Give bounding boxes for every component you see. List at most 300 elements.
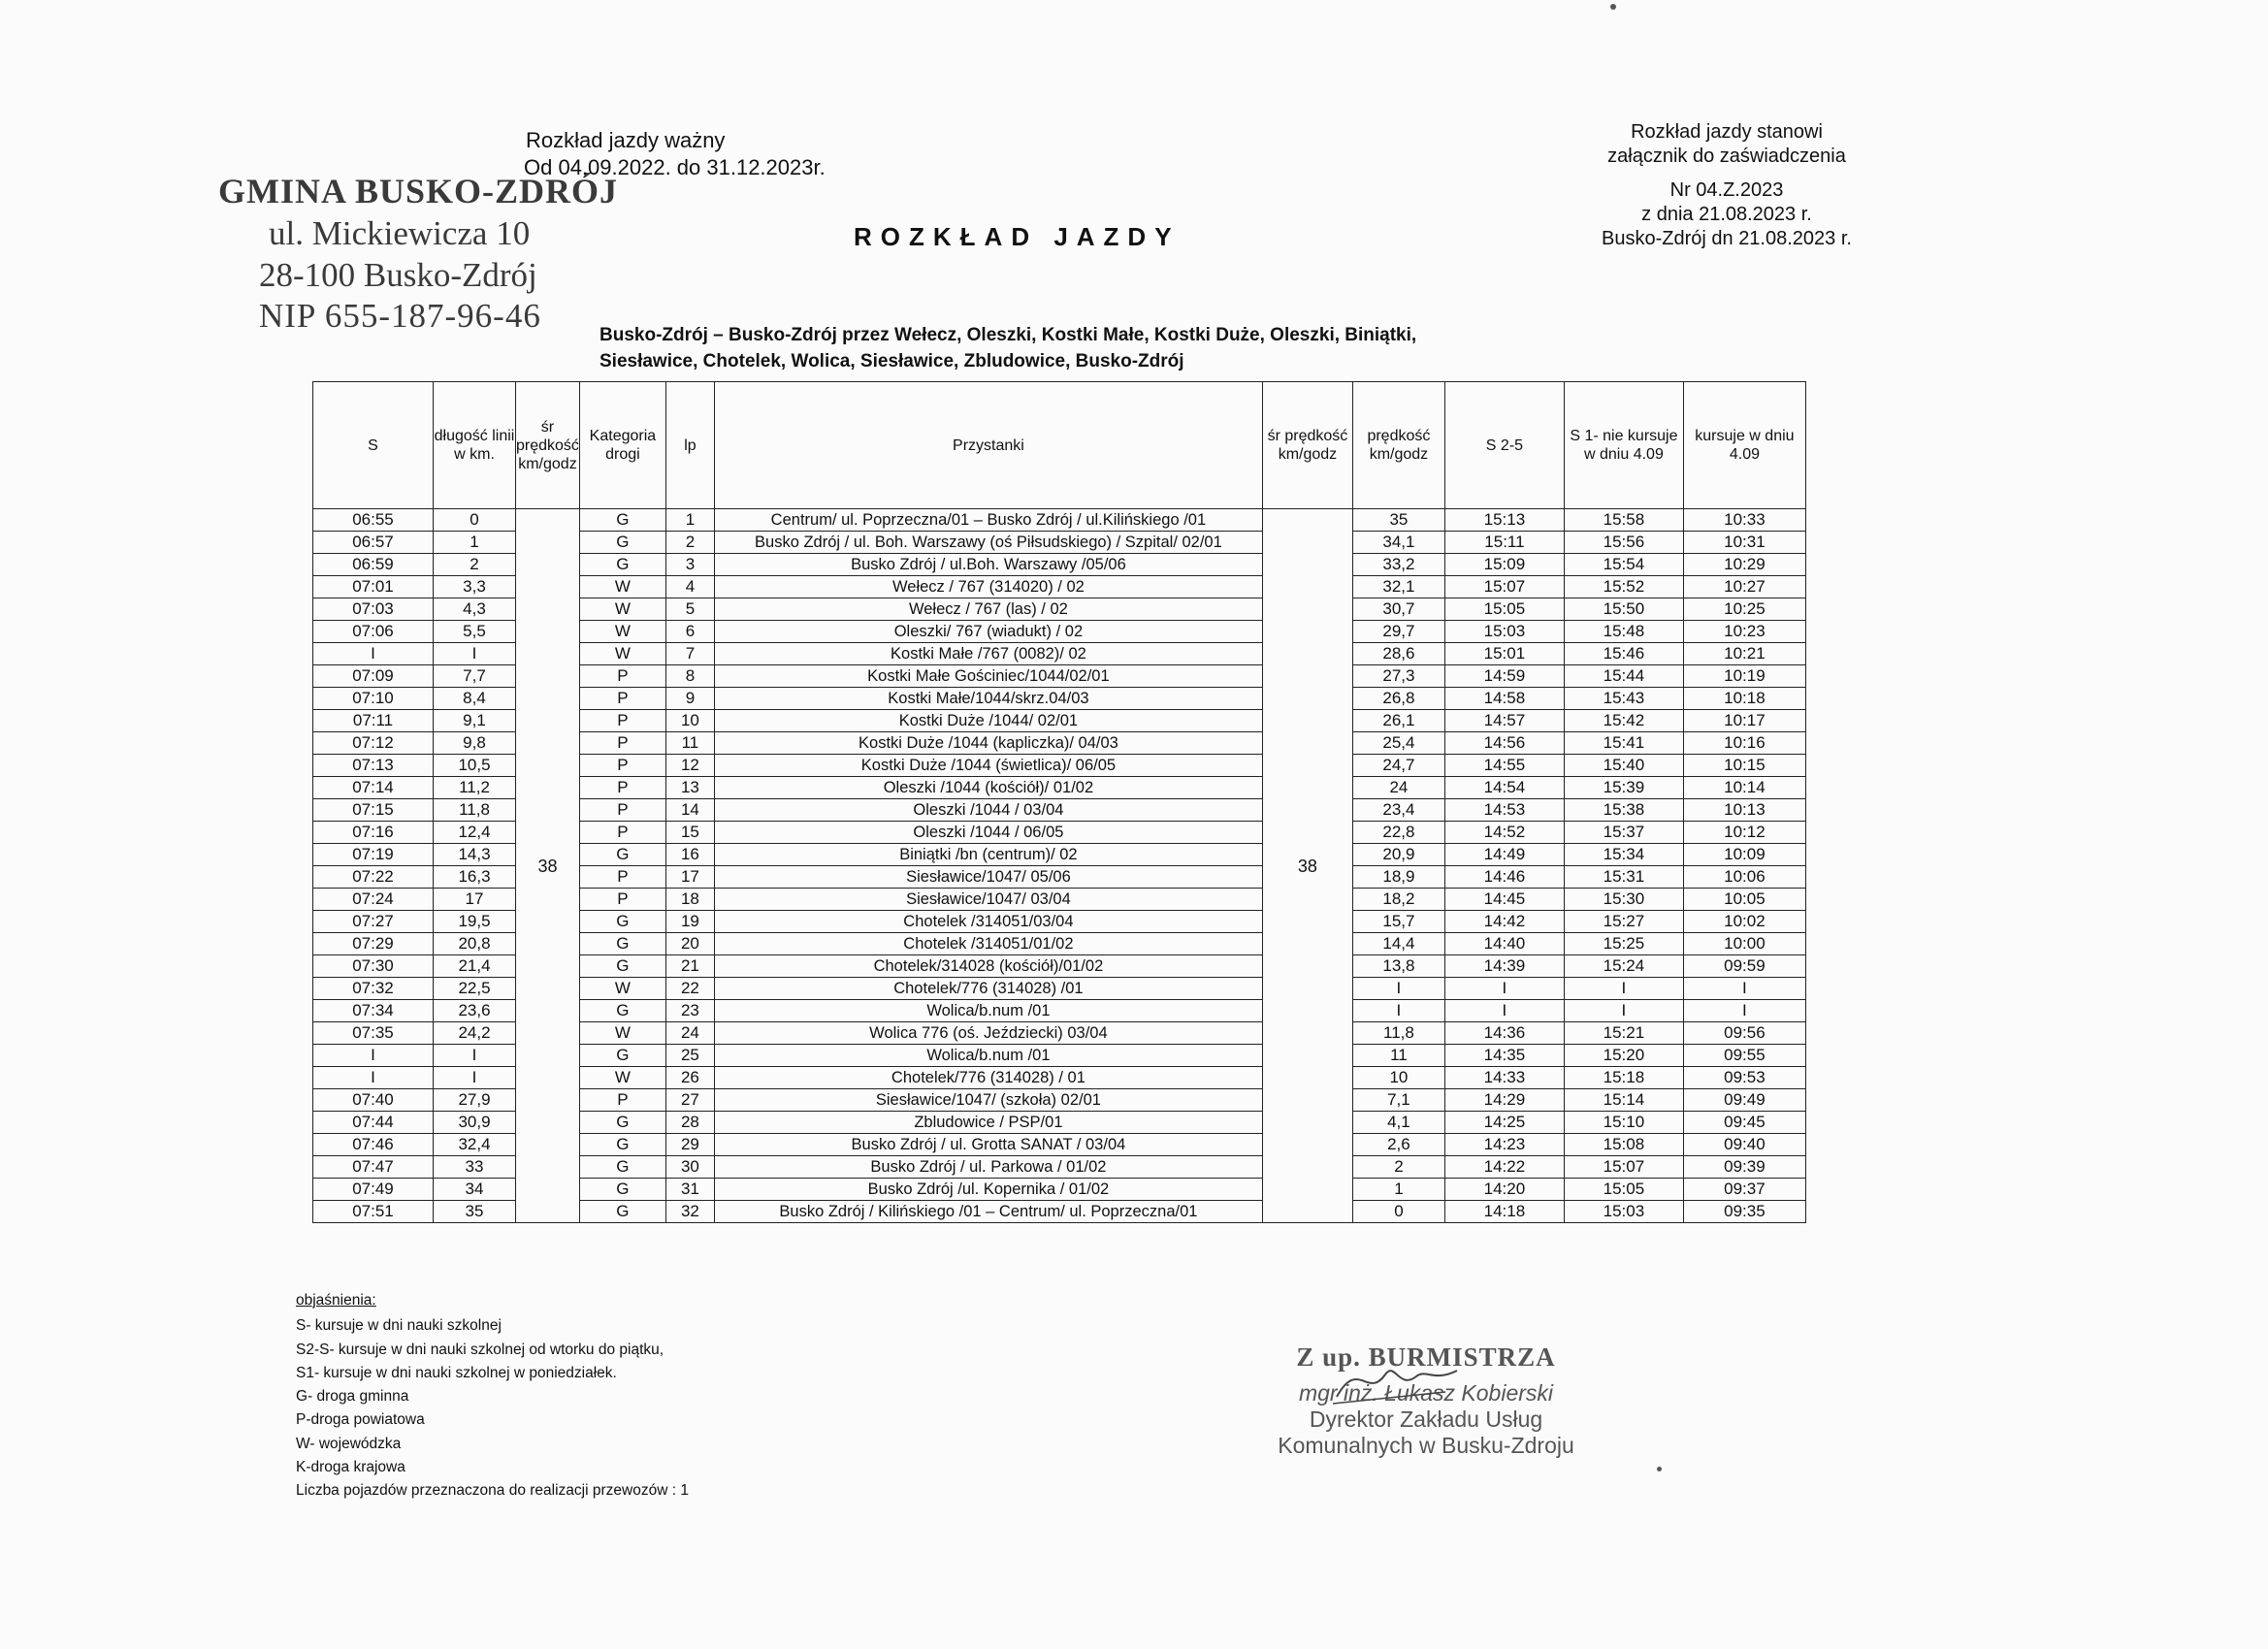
speed-kmh-cell: 20,9 bbox=[1352, 844, 1444, 866]
line-length-km-cell: 30,9 bbox=[434, 1112, 516, 1134]
time-s2-5-cell: 14:46 bbox=[1444, 866, 1564, 889]
line-length-km-cell: 9,8 bbox=[434, 732, 516, 755]
header-speed: prędkość km/godz bbox=[1352, 382, 1444, 509]
stop-name-cell: Chotelek/776 (314028) /01 bbox=[714, 978, 1262, 1000]
header-road-category: Kategoria drogi bbox=[579, 382, 665, 509]
speed-kmh-cell: 27,3 bbox=[1352, 665, 1444, 688]
speed-kmh-cell: 14,4 bbox=[1352, 933, 1444, 955]
speed-kmh-cell: 11,8 bbox=[1352, 1022, 1444, 1045]
lp-cell: 24 bbox=[665, 1022, 714, 1045]
time-s-cell: 07:19 bbox=[313, 844, 434, 866]
time-4-09-cell: 10:21 bbox=[1683, 643, 1805, 665]
speed-kmh-cell: 11 bbox=[1352, 1045, 1444, 1067]
line-length-km-cell: 7,7 bbox=[434, 665, 516, 688]
time-s-cell: I bbox=[313, 643, 434, 665]
time-s-cell: 07:16 bbox=[313, 822, 434, 844]
time-4-09-cell: 10:15 bbox=[1683, 755, 1805, 777]
line-length-km-cell: 4,3 bbox=[434, 598, 516, 621]
time-4-09-cell: 10:02 bbox=[1683, 911, 1805, 933]
lp-cell: 11 bbox=[665, 732, 714, 755]
time-s-cell: 07:46 bbox=[313, 1134, 434, 1156]
time-s2-5-cell: 14:56 bbox=[1444, 732, 1564, 755]
road-category-cell: G bbox=[579, 532, 665, 554]
time-s-cell: 07:30 bbox=[313, 955, 434, 978]
stop-name-cell: Siesławice/1047/ 05/06 bbox=[714, 866, 1262, 889]
lp-cell: 32 bbox=[665, 1201, 714, 1223]
time-s2-5-cell: 14:49 bbox=[1444, 844, 1564, 866]
lp-cell: 18 bbox=[665, 889, 714, 911]
lp-cell: 20 bbox=[665, 933, 714, 955]
road-category-cell: G bbox=[579, 844, 665, 866]
time-s2-5-cell: 14:22 bbox=[1444, 1156, 1564, 1179]
header-line-length: długość linii w km. bbox=[434, 382, 516, 509]
time-s-cell: 07:10 bbox=[313, 688, 434, 710]
time-s1-cell: 15:54 bbox=[1564, 554, 1683, 576]
stop-name-cell: Kostki Duże /1044 (kapliczka)/ 04/03 bbox=[714, 732, 1262, 755]
time-s1-cell: 15:21 bbox=[1564, 1022, 1683, 1045]
explanation-item: Liczba pojazdów przeznaczona do realizacji przewozów : 1 bbox=[296, 1482, 689, 1500]
time-s-cell: 07:27 bbox=[313, 911, 434, 933]
road-category-cell: P bbox=[579, 665, 665, 688]
line-length-km-cell: 21,4 bbox=[434, 955, 516, 978]
lp-cell: 15 bbox=[665, 822, 714, 844]
lp-cell: 28 bbox=[665, 1112, 714, 1134]
time-s1-cell: 15:38 bbox=[1564, 799, 1683, 822]
lp-cell: 12 bbox=[665, 755, 714, 777]
time-s1-cell: 15:44 bbox=[1564, 665, 1683, 688]
explanation-item: S- kursuje w dni nauki szkolnej bbox=[296, 1317, 502, 1335]
line-length-km-cell: 0 bbox=[434, 509, 516, 532]
lp-cell: 8 bbox=[665, 665, 714, 688]
lp-cell: 23 bbox=[665, 1000, 714, 1022]
road-category-cell: G bbox=[579, 1000, 665, 1022]
stop-name-cell: Centrum/ ul. Poprzeczna/01 – Busko Zdrój / ul.Kilińskiego /01 bbox=[714, 509, 1262, 532]
speed-kmh-cell: 28,6 bbox=[1352, 643, 1444, 665]
road-category-cell: W bbox=[579, 576, 665, 598]
stop-name-cell: Oleszki /1044 / 06/05 bbox=[714, 822, 1262, 844]
route-line-1: Busko-Zdrój – Busko-Zdrój przez Wełecz, Oleszki, Kostki Małe, Kostki Duże, Oleszki, Biniątki, bbox=[599, 325, 1417, 345]
time-4-09-cell: 10:17 bbox=[1683, 710, 1805, 732]
line-length-km-cell: 27,9 bbox=[434, 1089, 516, 1112]
lp-cell: 7 bbox=[665, 643, 714, 665]
road-category-cell: G bbox=[579, 933, 665, 955]
time-s1-cell: 15:05 bbox=[1564, 1179, 1683, 1201]
time-4-09-cell: 10:23 bbox=[1683, 621, 1805, 643]
time-s1-cell: 15:50 bbox=[1564, 598, 1683, 621]
explanation-item: W- wojewódzka bbox=[296, 1435, 402, 1452]
stop-name-cell: Kostki Małe/1044/skrz.04/03 bbox=[714, 688, 1262, 710]
time-s-cell: 07:14 bbox=[313, 777, 434, 799]
line-length-km-cell: 11,8 bbox=[434, 799, 516, 822]
time-s-cell: 07:15 bbox=[313, 799, 434, 822]
time-s2-5-cell: 14:45 bbox=[1444, 889, 1564, 911]
avg-speed-right-cell: 38 bbox=[1262, 509, 1352, 1223]
time-4-09-cell: 10:13 bbox=[1683, 799, 1805, 822]
time-s2-5-cell: 14:55 bbox=[1444, 755, 1564, 777]
speed-kmh-cell: 26,1 bbox=[1352, 710, 1444, 732]
time-s-cell: 07:29 bbox=[313, 933, 434, 955]
time-s1-cell: 15:27 bbox=[1564, 911, 1683, 933]
time-4-09-cell: 10:27 bbox=[1683, 576, 1805, 598]
stop-name-cell: Oleszki /1044 / 03/04 bbox=[714, 799, 1262, 822]
time-s1-cell: 15:08 bbox=[1564, 1134, 1683, 1156]
municipality-stamp bbox=[218, 171, 618, 338]
time-4-09-cell: 09:59 bbox=[1683, 955, 1805, 978]
stop-name-cell: Busko Zdrój / Kilińskiego /01 – Centrum/ ul. Poprzeczna/01 bbox=[714, 1201, 1262, 1223]
time-s1-cell: 15:31 bbox=[1564, 866, 1683, 889]
lp-cell: 2 bbox=[665, 532, 714, 554]
stop-name-cell: Busko Zdrój / ul. Grotta SANAT / 03/04 bbox=[714, 1134, 1262, 1156]
speed-kmh-cell: 4,1 bbox=[1352, 1112, 1444, 1134]
time-s-cell: 06:59 bbox=[313, 554, 434, 576]
time-s1-cell: 15:42 bbox=[1564, 710, 1683, 732]
time-s2-5-cell: 14:52 bbox=[1444, 822, 1564, 844]
road-category-cell: G bbox=[579, 1156, 665, 1179]
line-length-km-cell: I bbox=[434, 1067, 516, 1089]
time-s1-cell: 15:46 bbox=[1564, 643, 1683, 665]
road-category-cell: P bbox=[579, 710, 665, 732]
time-s-cell: I bbox=[313, 1067, 434, 1089]
time-4-09-cell: 10:29 bbox=[1683, 554, 1805, 576]
time-4-09-cell: 09:35 bbox=[1683, 1201, 1805, 1223]
attachment-line-3: Nr 04.Z.2023 bbox=[1669, 179, 1784, 201]
scan-speck bbox=[1610, 4, 1616, 10]
time-4-09-cell: 09:39 bbox=[1683, 1156, 1805, 1179]
stamp-line-3: 28-100 Busko-Zdrój bbox=[259, 255, 537, 294]
road-category-cell: P bbox=[579, 755, 665, 777]
road-category-cell: P bbox=[579, 822, 665, 844]
road-category-cell: P bbox=[579, 866, 665, 889]
lp-cell: 26 bbox=[665, 1067, 714, 1089]
time-s-cell: I bbox=[313, 1045, 434, 1067]
line-length-km-cell: 1 bbox=[434, 532, 516, 554]
road-category-cell: G bbox=[579, 1179, 665, 1201]
speed-kmh-cell: 7,1 bbox=[1352, 1089, 1444, 1112]
stamp-line-4: NIP 655-187-96-46 bbox=[259, 297, 541, 336]
speed-kmh-cell: 2,6 bbox=[1352, 1134, 1444, 1156]
time-s1-cell: 15:14 bbox=[1564, 1089, 1683, 1112]
header-avg-speed-left: śr prędkość km/godz bbox=[516, 382, 580, 509]
stop-name-cell: Kostki Małe Gościniec/1044/02/01 bbox=[714, 665, 1262, 688]
stop-name-cell: Chotelek/314028 (kościół)/01/02 bbox=[714, 955, 1262, 978]
lp-cell: 9 bbox=[665, 688, 714, 710]
road-category-cell: G bbox=[579, 955, 665, 978]
time-s2-5-cell: 14:23 bbox=[1444, 1134, 1564, 1156]
header-s2-5: S 2-5 bbox=[1444, 382, 1564, 509]
road-category-cell: P bbox=[579, 799, 665, 822]
time-s-cell: 06:57 bbox=[313, 532, 434, 554]
time-s-cell: 07:11 bbox=[313, 710, 434, 732]
signature-line-2: mgr inż. Łukasz Kobierski bbox=[1298, 1380, 1554, 1406]
time-s2-5-cell: I bbox=[1444, 978, 1564, 1000]
attachment-line-1: Rozkład jazdy stanowi bbox=[1631, 121, 1823, 143]
time-s1-cell: 15:39 bbox=[1564, 777, 1683, 799]
time-s-cell: 07:49 bbox=[313, 1179, 434, 1201]
time-4-09-cell: I bbox=[1683, 1000, 1805, 1022]
time-4-09-cell: I bbox=[1683, 978, 1805, 1000]
lp-cell: 6 bbox=[665, 621, 714, 643]
time-s-cell: 07:09 bbox=[313, 665, 434, 688]
signature-line-1: Z up. BURMISTRZA bbox=[1296, 1342, 1556, 1372]
speed-kmh-cell: 0 bbox=[1352, 1201, 1444, 1223]
speed-kmh-cell: 18,2 bbox=[1352, 889, 1444, 911]
header-s: S bbox=[313, 382, 434, 509]
line-length-km-cell: 3,3 bbox=[434, 576, 516, 598]
validity-note bbox=[524, 127, 826, 180]
line-length-km-cell: 35 bbox=[434, 1201, 516, 1223]
line-length-km-cell: 16,3 bbox=[434, 866, 516, 889]
stop-name-cell: Siesławice/1047/ 03/04 bbox=[714, 889, 1262, 911]
speed-kmh-cell: 26,8 bbox=[1352, 688, 1444, 710]
speed-kmh-cell: 18,9 bbox=[1352, 866, 1444, 889]
line-length-km-cell: I bbox=[434, 643, 516, 665]
time-4-09-cell: 10:33 bbox=[1683, 509, 1805, 532]
time-4-09-cell: 09:56 bbox=[1683, 1022, 1805, 1045]
time-s1-cell: 15:18 bbox=[1564, 1067, 1683, 1089]
explanations-heading: objaśnienia: bbox=[296, 1292, 376, 1309]
time-s2-5-cell: 14:39 bbox=[1444, 955, 1564, 978]
stop-name-cell: Busko Zdrój / ul. Boh. Warszawy (oś Piłsudskiego) / Szpital/ 02/01 bbox=[714, 532, 1262, 554]
time-s1-cell: 15:30 bbox=[1564, 889, 1683, 911]
speed-kmh-cell: 22,8 bbox=[1352, 822, 1444, 844]
road-category-cell: G bbox=[579, 1045, 665, 1067]
line-length-km-cell: 22,5 bbox=[434, 978, 516, 1000]
line-length-km-cell: 9,1 bbox=[434, 710, 516, 732]
speed-kmh-cell: 15,7 bbox=[1352, 911, 1444, 933]
time-s1-cell: 15:52 bbox=[1564, 576, 1683, 598]
speed-kmh-cell: 13,8 bbox=[1352, 955, 1444, 978]
time-4-09-cell: 09:40 bbox=[1683, 1134, 1805, 1156]
speed-kmh-cell: 1 bbox=[1352, 1179, 1444, 1201]
road-category-cell: W bbox=[579, 643, 665, 665]
time-4-09-cell: 09:55 bbox=[1683, 1045, 1805, 1067]
explanation-item: K-droga krajowa bbox=[296, 1459, 405, 1476]
stop-name-cell: Wolica/b.num /01 bbox=[714, 1000, 1262, 1022]
time-s2-5-cell: 14:35 bbox=[1444, 1045, 1564, 1067]
time-s2-5-cell: 15:13 bbox=[1444, 509, 1564, 532]
time-s1-cell: 15:37 bbox=[1564, 822, 1683, 844]
time-4-09-cell: 10:25 bbox=[1683, 598, 1805, 621]
table-row bbox=[313, 509, 1806, 532]
speed-kmh-cell: I bbox=[1352, 978, 1444, 1000]
signature-line-3: Dyrektor Zakładu Usług bbox=[1309, 1406, 1543, 1432]
stop-name-cell: Wolica 776 (oś. Jeździecki) 03/04 bbox=[714, 1022, 1262, 1045]
time-4-09-cell: 09:37 bbox=[1683, 1179, 1805, 1201]
time-4-09-cell: 10:12 bbox=[1683, 822, 1805, 844]
time-s2-5-cell: 14:40 bbox=[1444, 933, 1564, 955]
line-length-km-cell: 2 bbox=[434, 554, 516, 576]
scan-speck bbox=[1657, 1467, 1662, 1471]
road-category-cell: W bbox=[579, 1067, 665, 1089]
time-s1-cell: 15:20 bbox=[1564, 1045, 1683, 1067]
time-4-09-cell: 10:16 bbox=[1683, 732, 1805, 755]
stop-name-cell: Oleszki/ 767 (wiadukt) / 02 bbox=[714, 621, 1262, 643]
road-category-cell: P bbox=[579, 1089, 665, 1112]
time-s-cell: 07:22 bbox=[313, 866, 434, 889]
timetable bbox=[312, 381, 1806, 1223]
time-4-09-cell: 10:18 bbox=[1683, 688, 1805, 710]
speed-kmh-cell: 34,1 bbox=[1352, 532, 1444, 554]
lp-cell: 3 bbox=[665, 554, 714, 576]
time-s2-5-cell: 15:11 bbox=[1444, 532, 1564, 554]
explanation-item: G- droga gminna bbox=[296, 1388, 409, 1406]
time-s1-cell: 15:34 bbox=[1564, 844, 1683, 866]
stop-name-cell: Biniątki /bn (centrum)/ 02 bbox=[714, 844, 1262, 866]
time-s1-cell: 15:41 bbox=[1564, 732, 1683, 755]
time-s1-cell: 15:07 bbox=[1564, 1156, 1683, 1179]
validity-line-2: Od 04.09.2022. do 31.12.2023r. bbox=[524, 154, 826, 179]
line-length-km-cell: 11,2 bbox=[434, 777, 516, 799]
time-s-cell: 07:34 bbox=[313, 1000, 434, 1022]
lp-cell: 1 bbox=[665, 509, 714, 532]
time-s-cell: 07:12 bbox=[313, 732, 434, 755]
time-s1-cell: 15:48 bbox=[1564, 621, 1683, 643]
speed-kmh-cell: 33,2 bbox=[1352, 554, 1444, 576]
time-s-cell: 07:13 bbox=[313, 755, 434, 777]
stamp-line-2: ul. Mickiewicza 10 bbox=[269, 213, 531, 252]
stop-name-cell: Wolica/b.num /01 bbox=[714, 1045, 1262, 1067]
speed-kmh-cell: 23,4 bbox=[1352, 799, 1444, 822]
time-s1-cell: 15:43 bbox=[1564, 688, 1683, 710]
road-category-cell: W bbox=[579, 1022, 665, 1045]
time-s1-cell: 15:40 bbox=[1564, 755, 1683, 777]
lp-cell: 16 bbox=[665, 844, 714, 866]
stop-name-cell: Chotelek/776 (314028) / 01 bbox=[714, 1067, 1262, 1089]
line-length-km-cell: 17 bbox=[434, 889, 516, 911]
lp-cell: 31 bbox=[665, 1179, 714, 1201]
lp-cell: 30 bbox=[665, 1156, 714, 1179]
stop-name-cell: Siesławice/1047/ (szkoła) 02/01 bbox=[714, 1089, 1262, 1112]
time-s-cell: 07:51 bbox=[313, 1201, 434, 1223]
stop-name-cell: Chotelek /314051/03/04 bbox=[714, 911, 1262, 933]
lp-cell: 14 bbox=[665, 799, 714, 822]
speed-kmh-cell: 29,7 bbox=[1352, 621, 1444, 643]
explanation-item: S1- kursuje w dni nauki szkolnej w poniedziałek. bbox=[296, 1364, 617, 1381]
time-s2-5-cell: 14:57 bbox=[1444, 710, 1564, 732]
header-lp: lp bbox=[665, 382, 714, 509]
lp-cell: 5 bbox=[665, 598, 714, 621]
lp-cell: 22 bbox=[665, 978, 714, 1000]
time-s-cell: 07:44 bbox=[313, 1112, 434, 1134]
handwritten-signature bbox=[1329, 1353, 1465, 1411]
time-s2-5-cell: 14:18 bbox=[1444, 1201, 1564, 1223]
time-4-09-cell: 09:53 bbox=[1683, 1067, 1805, 1089]
time-s2-5-cell: 14:36 bbox=[1444, 1022, 1564, 1045]
time-4-09-cell: 10:06 bbox=[1683, 866, 1805, 889]
speed-kmh-cell: I bbox=[1352, 1000, 1444, 1022]
header-runs-4-09: kursuje w dniu 4.09 bbox=[1683, 382, 1805, 509]
attachment-line-2: załącznik do zaświadczenia bbox=[1607, 146, 1846, 167]
speed-kmh-cell: 32,1 bbox=[1352, 576, 1444, 598]
time-4-09-cell: 10:05 bbox=[1683, 889, 1805, 911]
road-category-cell: G bbox=[579, 509, 665, 532]
line-length-km-cell: 32,4 bbox=[434, 1134, 516, 1156]
route-line-2: Siesławice, Chotelek, Wolica, Siesławice, Zbludowice, Busko-Zdrój bbox=[599, 350, 1184, 372]
attachment-line-5: Busko-Zdrój dn 21.08.2023 r. bbox=[1602, 228, 1852, 249]
time-s2-5-cell: 14:59 bbox=[1444, 665, 1564, 688]
time-s2-5-cell: 14:42 bbox=[1444, 911, 1564, 933]
header-avg-speed-right: śr prędkość km/godz bbox=[1262, 382, 1352, 509]
road-category-cell: G bbox=[579, 1112, 665, 1134]
time-4-09-cell: 09:49 bbox=[1683, 1089, 1805, 1112]
attachment-line-4: z dnia 21.08.2023 r. bbox=[1641, 204, 1812, 225]
line-length-km-cell: 34 bbox=[434, 1179, 516, 1201]
time-s1-cell: I bbox=[1564, 1000, 1683, 1022]
road-category-cell: W bbox=[579, 621, 665, 643]
timetable-body bbox=[313, 509, 1806, 1223]
time-s2-5-cell: 14:20 bbox=[1444, 1179, 1564, 1201]
time-s2-5-cell: 14:33 bbox=[1444, 1067, 1564, 1089]
stop-name-cell: Kostki Duże /1044 (świetlica)/ 06/05 bbox=[714, 755, 1262, 777]
speed-kmh-cell: 35 bbox=[1352, 509, 1444, 532]
stop-name-cell: Wełecz / 767 (314020) / 02 bbox=[714, 576, 1262, 598]
line-length-km-cell: 12,4 bbox=[434, 822, 516, 844]
time-s2-5-cell: 15:01 bbox=[1444, 643, 1564, 665]
time-s-cell: 07:01 bbox=[313, 576, 434, 598]
lp-cell: 10 bbox=[665, 710, 714, 732]
road-category-cell: G bbox=[579, 1134, 665, 1156]
speed-kmh-cell: 25,4 bbox=[1352, 732, 1444, 755]
line-length-km-cell: 5,5 bbox=[434, 621, 516, 643]
road-category-cell: G bbox=[579, 1201, 665, 1223]
route-description bbox=[599, 323, 1416, 375]
lp-cell: 4 bbox=[665, 576, 714, 598]
road-category-cell: P bbox=[579, 732, 665, 755]
lp-cell: 21 bbox=[665, 955, 714, 978]
time-4-09-cell: 10:00 bbox=[1683, 933, 1805, 955]
time-s1-cell: 15:03 bbox=[1564, 1201, 1683, 1223]
stop-name-cell: Wełecz / 767 (las) / 02 bbox=[714, 598, 1262, 621]
lp-cell: 17 bbox=[665, 866, 714, 889]
line-length-km-cell: 23,6 bbox=[434, 1000, 516, 1022]
stop-name-cell: Kostki Małe /767 (0082)/ 02 bbox=[714, 643, 1262, 665]
lp-cell: 29 bbox=[665, 1134, 714, 1156]
stop-name-cell: Kostki Duże /1044/ 02/01 bbox=[714, 710, 1262, 732]
time-s2-5-cell: 15:05 bbox=[1444, 598, 1564, 621]
time-s-cell: 07:03 bbox=[313, 598, 434, 621]
speed-kmh-cell: 24 bbox=[1352, 777, 1444, 799]
time-s-cell: 07:47 bbox=[313, 1156, 434, 1179]
stamp-line-1: GMINA BUSKO-ZDRÓJ bbox=[218, 172, 619, 210]
time-4-09-cell: 09:45 bbox=[1683, 1112, 1805, 1134]
stop-name-cell: Zbludowice / PSP/01 bbox=[714, 1112, 1262, 1134]
time-s1-cell: 15:25 bbox=[1564, 933, 1683, 955]
time-s-cell: 06:55 bbox=[313, 509, 434, 532]
header-s1: S 1- nie kursuje w dniu 4.09 bbox=[1564, 382, 1683, 509]
time-4-09-cell: 10:14 bbox=[1683, 777, 1805, 799]
time-s2-5-cell: 15:03 bbox=[1444, 621, 1564, 643]
stop-name-cell: Busko Zdrój / ul. Parkowa / 01/02 bbox=[714, 1156, 1262, 1179]
line-length-km-cell: 19,5 bbox=[434, 911, 516, 933]
time-s-cell: 07:06 bbox=[313, 621, 434, 643]
avg-speed-left-cell: 38 bbox=[516, 509, 580, 1223]
stop-name-cell: Oleszki /1044 (kościół)/ 01/02 bbox=[714, 777, 1262, 799]
time-s2-5-cell: 14:25 bbox=[1444, 1112, 1564, 1134]
stop-name-cell: Busko Zdrój /ul. Kopernika / 01/02 bbox=[714, 1179, 1262, 1201]
time-s2-5-cell: 14:54 bbox=[1444, 777, 1564, 799]
road-category-cell: W bbox=[579, 978, 665, 1000]
attachment-note bbox=[1581, 120, 1872, 251]
speed-kmh-cell: 24,7 bbox=[1352, 755, 1444, 777]
time-s2-5-cell: 15:09 bbox=[1444, 554, 1564, 576]
time-s1-cell: 15:56 bbox=[1564, 532, 1683, 554]
road-category-cell: W bbox=[579, 598, 665, 621]
time-s2-5-cell: 15:07 bbox=[1444, 576, 1564, 598]
explanation-item: P-droga powiatowa bbox=[296, 1411, 425, 1429]
time-s1-cell: I bbox=[1564, 978, 1683, 1000]
lp-cell: 27 bbox=[665, 1089, 714, 1112]
signature-line-4: Komunalnych w Busku-Zdroju bbox=[1278, 1433, 1574, 1458]
